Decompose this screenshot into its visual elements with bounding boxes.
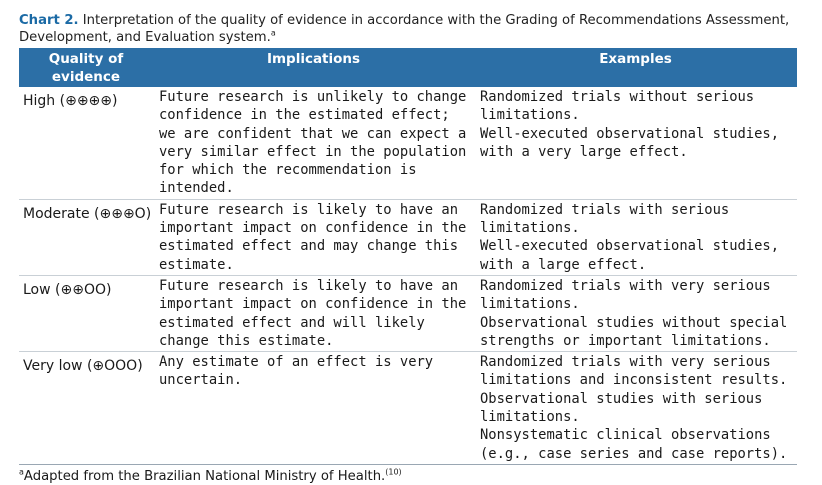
implications-cell: Future research is unlikely to change confidence in the estimated effect; we are confident that we can expect a very similar effect in the population for which the recommendation is intended. (159, 89, 467, 197)
header-examples: Examples (474, 48, 797, 87)
table-caption (19, 12, 797, 46)
caption-footnote-marker: a (270, 28, 276, 38)
implications-cell: Future research is likely to have an important impact on confidence in the estimated effect and will likely change this estimate. (153, 275, 474, 351)
quality-cell: Very low (⊕OOO) (19, 352, 153, 465)
header-quality: Quality of evidence (19, 48, 153, 87)
table-row (19, 87, 797, 199)
header-row (19, 48, 797, 87)
evidence-table (19, 48, 797, 465)
footnote-marker: a (19, 467, 24, 477)
examples-cell (474, 352, 797, 465)
examples-cell (474, 275, 797, 351)
example-line: Randomized trials with very serious limitations and inconsistent results. (480, 354, 788, 389)
table-row (19, 352, 797, 465)
quality-cell: Low (⊕⊕OO) (19, 275, 153, 351)
examples-cell (474, 87, 797, 199)
header-implications: Implications (153, 48, 474, 87)
caption-text: Interpretation of the quality of evidence in accordance with the Grading of Recommendations Assessment, Development, and Evaluation system. (19, 13, 790, 45)
chart-container (19, 12, 797, 485)
examples-cell (474, 199, 797, 275)
example-line: Well-executed observational studies, with a large effect. (480, 238, 780, 273)
implications-cell: Any estimate of an effect is very uncertain. (153, 352, 474, 465)
footnote-text: Adapted from the Brazilian National Ministry of Health. (23, 468, 386, 484)
example-line: Randomized trials without serious limitations. (480, 89, 755, 124)
example-line: Observational studies with serious limitations. (480, 390, 763, 426)
quality-cell: Moderate (⊕⊕⊕O) (19, 199, 153, 275)
example-line: Observational studies without special strengths or important limitations. (480, 314, 788, 349)
example-line: Randomized trials with very serious limitations. (480, 277, 771, 313)
caption-label: Chart 2. (19, 13, 79, 28)
example-line: Nonsystematic clinical observations (e.g., case series and case reports). (480, 427, 788, 462)
example-line: Randomized trials with serious limitations. (480, 201, 730, 237)
quality-cell: High (⊕⊕⊕⊕) (23, 93, 118, 109)
table-footnote (19, 468, 797, 485)
table-row (19, 275, 797, 351)
table-row (19, 199, 797, 275)
implications-cell: Future research is likely to have an important impact on confidence in the estimated effect and may change this estimate. (153, 199, 474, 275)
footnote-reference: (10) (385, 467, 402, 477)
example-line: Well-executed observational studies, with a very large effect. (480, 125, 780, 160)
